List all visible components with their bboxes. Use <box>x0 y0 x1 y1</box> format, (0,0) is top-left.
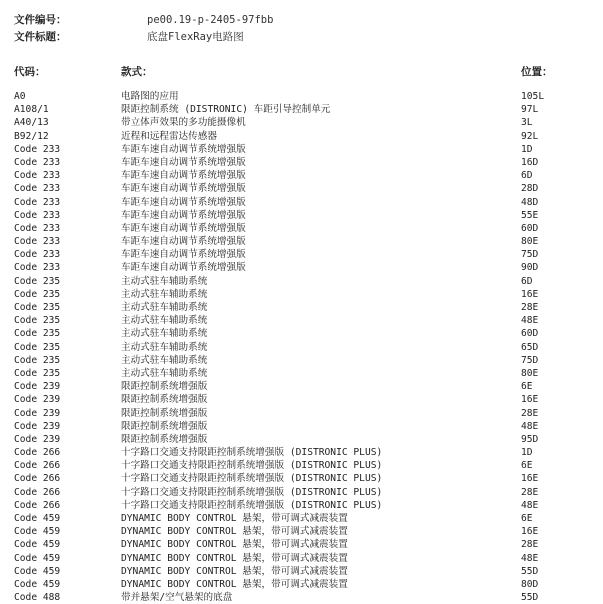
row-code: Code 233 <box>14 262 61 274</box>
row-model: 限距控制系统 (DISTRONIC) 车距引导控制单元 <box>121 104 331 116</box>
row-code: Code 459 <box>14 513 61 524</box>
table-row <box>0 209 603 222</box>
table-row <box>0 499 603 512</box>
row-position: 80D <box>521 578 539 590</box>
column-header-position: 位置： <box>521 66 553 78</box>
column-header-code: 代码： <box>14 66 46 78</box>
table-row <box>0 565 603 578</box>
row-code: Code 266 <box>14 447 61 459</box>
table-row <box>0 380 603 393</box>
table-row <box>0 143 603 156</box>
table-row <box>0 196 603 209</box>
table-row <box>0 90 603 103</box>
row-position: 16E <box>521 394 539 406</box>
row-model: 主动式驻车辅助系统 <box>121 315 208 327</box>
column-header-model: 款式： <box>121 66 153 78</box>
table-row <box>0 235 603 248</box>
row-position: 55D <box>521 565 539 577</box>
row-position: 48E <box>521 499 539 511</box>
row-position: 90D <box>521 262 539 274</box>
row-position: 1D <box>521 143 533 155</box>
row-model: 主动式驻车辅助系统 <box>121 328 208 340</box>
row-code: Code 266 <box>14 486 61 498</box>
row-code: Code 235 <box>14 302 61 313</box>
row-model: 主动式驻车辅助系统 <box>121 288 208 300</box>
table-row <box>0 275 603 288</box>
row-model: 带立体声效果的多功能摄像机 <box>121 117 246 129</box>
row-position: 6D <box>521 275 533 287</box>
component-table <box>0 90 603 604</box>
table-row <box>0 116 603 129</box>
row-model: 车距车速自动调节系统增强版 <box>121 249 246 261</box>
table-row <box>0 525 603 538</box>
row-code: Code 459 <box>14 526 61 538</box>
row-model: 车距车速自动调节系统增强版 <box>121 209 246 221</box>
row-model: 主动式驻车辅助系统 <box>121 275 208 287</box>
row-position: 6E <box>521 381 533 393</box>
row-model: 车距车速自动调节系统增强版 <box>121 222 246 234</box>
table-row <box>0 420 603 433</box>
table-row <box>0 248 603 261</box>
table-row <box>0 301 603 314</box>
table-row <box>0 472 603 485</box>
row-model: 车距车速自动调节系统增强版 <box>121 156 246 168</box>
doc-title-label: 文件标题： <box>14 31 67 43</box>
row-position: 95D <box>521 433 539 445</box>
row-position: 3L <box>521 117 533 129</box>
row-code: Code 233 <box>14 196 61 208</box>
table-row <box>0 578 603 591</box>
table-row <box>0 222 603 235</box>
row-position: 6D <box>521 170 533 182</box>
row-model: 带并悬架/空气悬架的底盘 <box>121 592 233 604</box>
row-position: 105L <box>521 91 545 102</box>
row-code: Code 233 <box>14 249 61 261</box>
row-model: DYNAMIC BODY CONTROL 悬架，带可调式减震装置 <box>121 565 348 577</box>
row-code: B92/12 <box>14 130 49 142</box>
row-code: Code 488 <box>14 592 61 604</box>
row-model: 限距控制系统增强版 <box>121 407 208 419</box>
table-row <box>0 261 603 274</box>
row-position: 60D <box>521 328 539 340</box>
row-model: 十字路口交通支持限距控制系统增强版 (DISTRONIC PLUS) <box>121 473 383 485</box>
row-position: 16E <box>521 288 539 300</box>
row-position: 1D <box>521 447 533 459</box>
table-row <box>0 288 603 301</box>
row-code: Code 266 <box>14 460 61 472</box>
row-code: Code 233 <box>14 209 61 221</box>
row-position: 48E <box>521 315 539 327</box>
row-position: 55E <box>521 209 539 221</box>
table-row <box>0 169 603 182</box>
row-position: 6E <box>521 513 533 524</box>
table-row <box>0 182 603 195</box>
doc-title-value: 底盘FlexRay电路图 <box>147 31 244 43</box>
row-position: 60D <box>521 222 539 234</box>
table-row <box>0 486 603 499</box>
row-position: 92L <box>521 130 539 142</box>
row-model: 十字路口交通支持限距控制系统增强版 (DISTRONIC PLUS) <box>121 460 383 472</box>
table-row <box>0 156 603 169</box>
row-code: Code 235 <box>14 275 61 287</box>
row-model: 主动式驻车辅助系统 <box>121 341 208 353</box>
row-position: 75D <box>521 354 539 366</box>
row-model: 近程和远程雷达传感器 <box>121 130 217 142</box>
row-code: Code 233 <box>14 236 61 248</box>
row-position: 80E <box>521 367 539 379</box>
doc-number-value: pe00.19-p-2405-97fbb <box>147 14 274 26</box>
row-code: Code 239 <box>14 420 61 432</box>
row-code: Code 235 <box>14 367 61 379</box>
row-position: 28E <box>521 486 539 498</box>
row-position: 16E <box>521 526 539 538</box>
table-row <box>0 591 603 604</box>
row-position: 28E <box>521 302 539 313</box>
row-model: 车距车速自动调节系统增强版 <box>121 170 246 182</box>
table-row <box>0 552 603 565</box>
row-code: Code 233 <box>14 183 61 195</box>
table-row <box>0 103 603 116</box>
row-model: DYNAMIC BODY CONTROL 悬架，带可调式减震装置 <box>121 578 348 590</box>
row-code: Code 239 <box>14 407 61 419</box>
table-row <box>0 393 603 406</box>
table-row <box>0 459 603 472</box>
doc-number-label: 文件编号： <box>14 14 67 26</box>
row-model: 十字路口交通支持限距控制系统增强版 (DISTRONIC PLUS) <box>121 499 383 511</box>
row-position: 16E <box>521 473 539 485</box>
table-row <box>0 407 603 420</box>
row-code: A0 <box>14 91 26 102</box>
row-position: 28E <box>521 539 539 551</box>
row-model: 车距车速自动调节系统增强版 <box>121 262 246 274</box>
row-position: 28D <box>521 183 539 195</box>
row-code: Code 239 <box>14 381 61 393</box>
table-row <box>0 354 603 367</box>
row-model: DYNAMIC BODY CONTROL 悬架，带可调式减震装置 <box>121 526 348 538</box>
row-code: Code 459 <box>14 565 61 577</box>
row-code: Code 233 <box>14 156 61 168</box>
row-position: 65D <box>521 341 539 353</box>
row-model: 十字路口交通支持限距控制系统增强版 (DISTRONIC PLUS) <box>121 486 383 498</box>
row-code: Code 239 <box>14 394 61 406</box>
row-model: 主动式驻车辅助系统 <box>121 367 208 379</box>
row-code: Code 459 <box>14 578 61 590</box>
row-model: 限距控制系统增强版 <box>121 433 208 445</box>
row-position: 48E <box>521 420 539 432</box>
row-code: Code 233 <box>14 170 61 182</box>
table-row <box>0 512 603 525</box>
row-code: Code 235 <box>14 288 61 300</box>
row-position: 16D <box>521 156 539 168</box>
row-position: 48E <box>521 552 539 564</box>
row-model: DYNAMIC BODY CONTROL 悬架，带可调式减震装置 <box>121 513 348 524</box>
table-row <box>0 446 603 459</box>
row-code: Code 235 <box>14 328 61 340</box>
table-row <box>0 367 603 380</box>
table-row <box>0 341 603 354</box>
row-position: 80E <box>521 236 539 248</box>
row-position: 28E <box>521 407 539 419</box>
row-model: 电路图的应用 <box>121 91 179 102</box>
row-model: DYNAMIC BODY CONTROL 悬架，带可调式减震装置 <box>121 552 348 564</box>
row-code: Code 235 <box>14 354 61 366</box>
row-model: 车距车速自动调节系统增强版 <box>121 183 246 195</box>
table-row <box>0 314 603 327</box>
row-position: 6E <box>521 460 533 472</box>
table-row <box>0 538 603 551</box>
row-code: Code 266 <box>14 473 61 485</box>
row-position: 97L <box>521 104 539 116</box>
row-model: DYNAMIC BODY CONTROL 悬架，带可调式减震装置 <box>121 539 348 551</box>
row-code: Code 233 <box>14 143 61 155</box>
row-model: 限距控制系统增强版 <box>121 381 208 393</box>
table-row <box>0 433 603 446</box>
row-position: 48D <box>521 196 539 208</box>
row-model: 车距车速自动调节系统增强版 <box>121 196 246 208</box>
row-position: 55D <box>521 592 539 604</box>
row-code: Code 239 <box>14 433 61 445</box>
row-model: 主动式驻车辅助系统 <box>121 302 208 313</box>
row-model: 主动式驻车辅助系统 <box>121 354 208 366</box>
table-row <box>0 327 603 340</box>
row-code: Code 233 <box>14 222 61 234</box>
row-code: Code 459 <box>14 539 61 551</box>
row-code: A108/1 <box>14 104 49 116</box>
row-model: 限距控制系统增强版 <box>121 420 208 432</box>
row-model: 十字路口交通支持限距控制系统增强版 (DISTRONIC PLUS) <box>121 447 383 459</box>
table-row <box>0 130 603 143</box>
row-model: 限距控制系统增强版 <box>121 394 208 406</box>
row-model: 车距车速自动调节系统增强版 <box>121 236 246 248</box>
row-code: Code 459 <box>14 552 61 564</box>
row-code: A40/13 <box>14 117 49 129</box>
row-code: Code 235 <box>14 341 61 353</box>
row-code: Code 235 <box>14 315 61 327</box>
row-model: 车距车速自动调节系统增强版 <box>121 143 246 155</box>
row-code: Code 266 <box>14 499 61 511</box>
row-position: 75D <box>521 249 539 261</box>
